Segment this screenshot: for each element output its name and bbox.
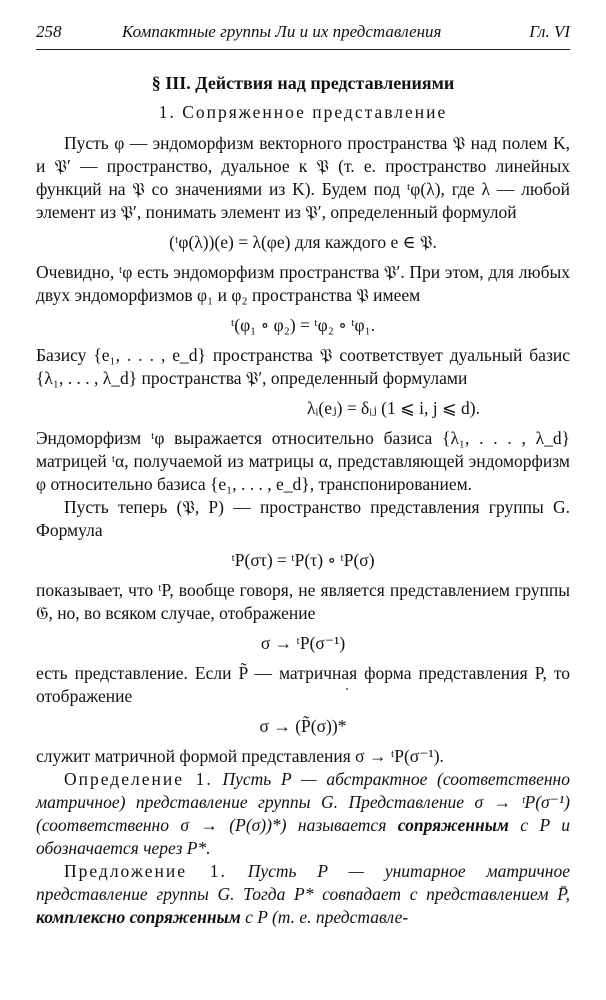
definition-text-end: с P и обозначается через P*. xyxy=(36,815,570,858)
proposition-text: Пусть P — унитарное матричное представление группы G. Тогда P* совпадает с представлением P̄, xyxy=(36,861,571,904)
definition-text: Пусть P — абстрактное (соответственно матричное) представление группы G. Представление σ → ᵗP(σ⁻¹) (соответственно σ → (P(σ))*) называется xyxy=(36,769,570,835)
proposition-term: комплексно сопряженным xyxy=(36,907,241,927)
print-speck xyxy=(346,688,348,690)
section-title: § III. Действия над представлениями xyxy=(151,73,455,93)
formula: (ᵗφ(λ))(e) = λ(φe) для каждого e ∈ 𝔓. xyxy=(169,232,437,252)
definition-term: сопряженным xyxy=(397,815,509,835)
formula: ᵗ(φ₁ ∘ φ₂) = ᵗφ₂ ∘ ᵗφ₁. xyxy=(230,315,376,335)
paragraph: Пусть теперь (𝔓, P) — пространство представления группы G. Формула xyxy=(36,497,570,540)
proposition-text-end: с P (т. е. представле- xyxy=(245,907,409,927)
paragraph: Эндоморфизм ᵗφ выражается относительно базиса {λ₁, . . . , λ_d} матрицей ᵗα, получаемой из матрицы α, представляющей эндоморфизм φ относительно базиса {e₁, . . . , e_d}, транспонированием. xyxy=(36,428,570,494)
page-body xyxy=(36,72,570,929)
proposition xyxy=(36,860,570,929)
page-number: 258 xyxy=(36,22,62,41)
paragraph: Базису {e₁, . . . , e_d} пространства 𝔓 соответствует дуальный базис {λ₁, . . . , λ_d} пространства 𝔓′, определенный формулами xyxy=(36,345,570,388)
chapter-label: Гл. VI xyxy=(529,22,570,41)
paragraph: Пусть φ — эндоморфизм векторного пространства 𝔓 над полем K, и 𝔓′ — пространство, дуальное к 𝔓 (т. е. пространство линейных функций на 𝔓 со значениями из K). Будем под ᵗφ(λ), где λ — любой элемент из 𝔓′, понимать элемент из 𝔓′, определенный формулой xyxy=(36,133,570,222)
subsection-title: 1. Сопряженное представление xyxy=(158,102,448,122)
running-header xyxy=(36,22,570,48)
definition xyxy=(36,768,570,860)
paragraph: служит матричной формой представления σ → ᵗP(σ⁻¹). xyxy=(36,746,444,766)
formula: σ → (P̃(σ))* xyxy=(259,716,347,736)
paragraph: Очевидно, ᵗφ есть эндоморфизм пространства 𝔓′. При этом, для любых двух эндоморфизмов φ₁ и φ₂ пространства 𝔓 имеем xyxy=(36,262,570,305)
definition-label: Определение 1. xyxy=(64,769,213,789)
formula: σ → ᵗP(σ⁻¹) xyxy=(260,633,346,653)
proposition-label: Предложение 1. xyxy=(64,861,227,881)
running-title: Компактные группы Ли и их представления xyxy=(122,22,442,41)
paragraph: есть представление. Если P̃ — матричная форма представления P, то отображение xyxy=(36,663,570,706)
formula: ᵗP(στ) = ᵗP(τ) ∘ ᵗP(σ) xyxy=(231,550,375,570)
header-rule xyxy=(36,49,570,50)
paragraph: показывает, что ᵗP, вообще говоря, не является представлением группы 𝔊, но, во всяком случае, отображение xyxy=(36,580,570,623)
formula: λᵢ(eⱼ) = δᵢⱼ (1 ⩽ i, j ⩽ d). xyxy=(307,398,480,418)
